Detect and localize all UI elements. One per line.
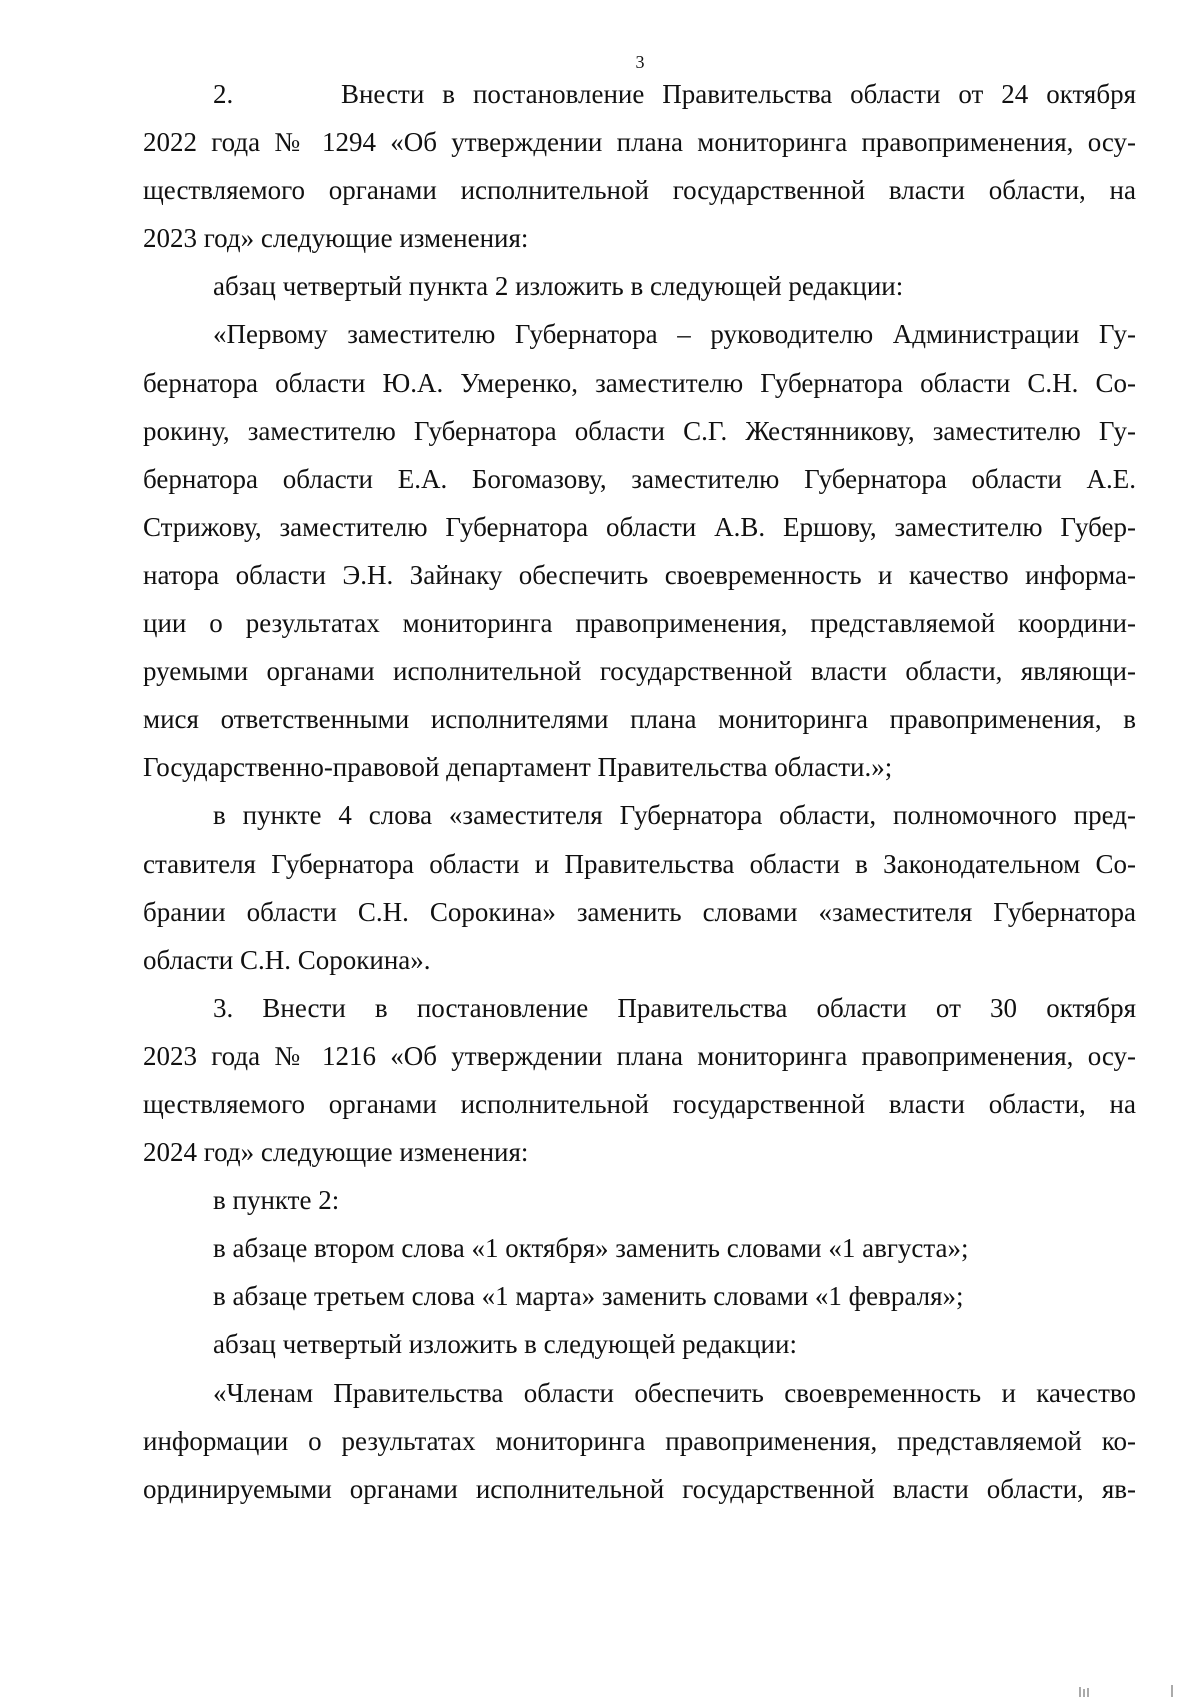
text-line: ществляемого органами исполнительной государственной власти области, на [143,1088,1136,1119]
text-line: руемыми органами исполнительной государственной власти области, являющи- [143,656,1136,687]
paragraph-fourth-abzac-instruction [143,1320,1136,1368]
text-line: 2024 год» следующие изменения: [143,1137,529,1168]
text-line: ществляемого органами исполнительной государственной власти области, на [143,175,1136,206]
text-line: в пункте 4 слова «заместителя Губернатора области, полномочного пред- [213,800,1136,831]
text-line: абзац четвертый изложить в следующей редакции: [213,1329,797,1360]
paragraph-abzac-instruction [143,262,1136,310]
document-body [143,70,1136,1513]
text-line: в пункте 2: [213,1185,340,1216]
paragraph-quoted-government-members [143,1369,1136,1513]
scan-artifact-marks [1062,1683,1182,1697]
text-line: области С.Н. Сорокина». [143,944,431,975]
page-number: 3 [635,52,645,72]
text-line: «Первому заместителю Губернатора – руководителю Администрации Гу- [213,319,1136,350]
paragraph-quoted-new-wording [143,310,1136,791]
paragraph-item-2 [143,70,1136,262]
text-line: в абзаце втором слова «1 октября» заменить словами «1 августа»; [213,1233,969,1264]
text-line: бернатора области Е.А. Богомазову, заместителю Губернатора области А.Е. [143,463,1136,494]
text-line: ции о результатах мониторинга правоприменения, представляемой координи- [143,608,1136,639]
text-line: 3. Внести в постановление Правительства области от 30 октября [213,992,1136,1023]
text-line: Государственно-правовой департамент Правительства области.»; [143,752,893,783]
paragraph-item-3 [143,984,1136,1176]
text-line: брании области С.Н. Сорокина» заменить словами «заместителя Губернатора [143,896,1136,927]
paragraph-second-abzac-change [143,1224,1136,1272]
text-line: 2023 года № 1216 «Об утверждении плана мониторинга правоприменения, осу- [143,1040,1136,1071]
paragraph-third-abzac-change [143,1272,1136,1320]
text-line: ординируемыми органами исполнительной государственной власти области, яв- [143,1473,1136,1504]
text-line: рокину, заместителю Губернатора области С.Г. Жестянникову, заместителю Гу- [143,415,1136,446]
text-line: в абзаце третьем слова «1 марта» заменить словами «1 февраля»; [213,1281,964,1312]
text-line: абзац четвертый пункта 2 изложить в следующей редакции: [213,271,904,302]
paragraph-in-point-2 [143,1176,1136,1224]
text-line: 2022 года № 1294 «Об утверждении плана мониторинга правоприменения, осу- [143,127,1136,158]
text-line: 2023 год» следующие изменения: [143,223,529,254]
paragraph-point-4-change [143,791,1136,983]
text-line: Стрижову, заместителю Губернатора области А.В. Ершову, заместителю Губер- [143,511,1136,542]
text-line: 2. Внести в постановление Правительства области от 24 октября [213,79,1136,109]
text-line: бернатора области Ю.А. Умеренко, заместителю Губернатора области С.Н. Со- [143,367,1136,398]
text-line: «Членам Правительства области обеспечить своевременность и качество [213,1377,1136,1408]
text-line: ставителя Губернатора области и Правительства области в Законодательном Со- [143,848,1136,879]
text-line: информации о результатах мониторинга правоприменения, представляемой ко- [143,1425,1136,1456]
text-line: натора области Э.Н. Зайнаку обеспечить своевременность и качество информа- [143,559,1136,590]
text-line: мися ответственными исполнителями плана мониторинга правоприменения, в [143,704,1136,735]
